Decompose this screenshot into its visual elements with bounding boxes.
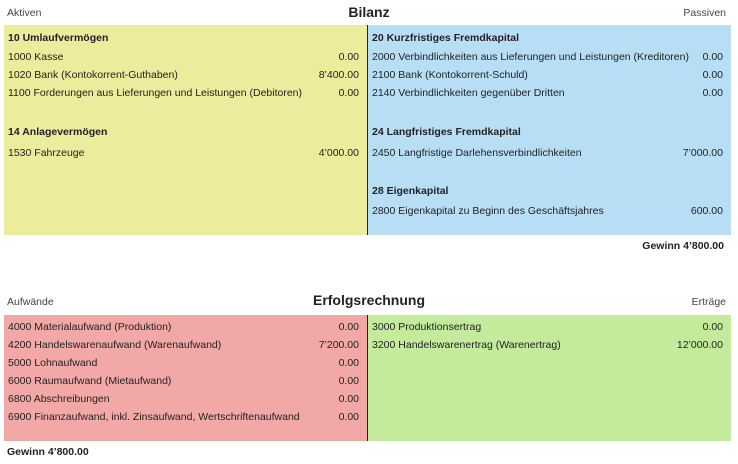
account-row-label[interactable]: 1020 Bank (Kontokorrent-Guthaben): [8, 69, 178, 81]
account-row-label[interactable]: 2800 Eigenkapital zu Beginn des Geschäftsjahres: [372, 205, 604, 217]
account-row-amount: 0.00: [338, 321, 359, 333]
bilanz-aktiven-panel: [4, 25, 367, 235]
account-row-amount: 0.00: [702, 51, 723, 63]
account-row-label[interactable]: 2100 Bank (Kontokorrent-Schuld): [372, 69, 528, 81]
account-row-label[interactable]: 1100 Forderungen aus Lieferungen und Leistungen (Debitoren): [8, 87, 303, 99]
account-row-amount: 12’000.00: [676, 339, 723, 351]
account-row-label[interactable]: 2000 Verbindlichkeiten aus Lieferungen und Leistungen (Kreditoren): [372, 51, 689, 63]
account-row-label[interactable]: 4000 Materialaufwand (Produktion): [8, 321, 172, 333]
account-row-amount: 0.00: [338, 357, 359, 369]
account-row-amount: 0.00: [702, 69, 723, 81]
account-row-label[interactable]: 2140 Verbindlichkeiten gegenüber Dritten: [372, 87, 565, 99]
group-heading-kurzfristiges-fremdkapital: 20 Kurzfristiges Fremdkapital: [372, 32, 520, 44]
erfolg-gewinn: Gewinn 4’800.00: [7, 446, 89, 458]
account-row-amount: 0.00: [338, 87, 359, 99]
bilanz-gewinn: Gewinn 4’800.00: [642, 240, 724, 252]
group-heading-langfristiges-fremdkapital: 24 Langfristiges Fremdkapital: [372, 126, 521, 138]
account-row-label[interactable]: 6900 Finanzaufwand, inkl. Zinsaufwand, Wertschriftenaufwand: [8, 411, 300, 423]
account-row-label[interactable]: 3200 Handelswarenertrag (Warenertrag): [372, 339, 561, 351]
account-row-amount: 0.00: [338, 375, 359, 387]
account-row-amount: 0.00: [702, 87, 723, 99]
bilanz-right-label: Passiven: [683, 7, 726, 19]
account-row-label[interactable]: 4200 Handelswarenaufwand (Warenaufwand): [8, 339, 222, 351]
account-row-amount: 8’400.00: [318, 69, 359, 81]
account-row-amount: 0.00: [338, 393, 359, 405]
account-row-amount: 0.00: [338, 51, 359, 63]
erfolg-aufwaende-panel: [4, 315, 367, 441]
account-row-amount: 4’000.00: [318, 147, 359, 159]
group-heading-umlaufvermoegen: 10 Umlaufvermögen: [8, 32, 109, 44]
account-row-label[interactable]: 3000 Produktionsertrag: [372, 321, 482, 333]
account-row-label[interactable]: 1000 Kasse: [8, 51, 64, 63]
account-row-amount: 0.00: [702, 321, 723, 333]
account-row-label[interactable]: 5000 Lohnaufwand: [8, 357, 98, 369]
erfolg-right-label: Erträge: [691, 296, 726, 308]
account-row-amount: 7’200.00: [318, 339, 359, 351]
account-row-label[interactable]: 1530 Fahrzeuge: [8, 147, 85, 159]
account-row-label[interactable]: 6000 Raumaufwand (Mietaufwand): [8, 375, 172, 387]
account-row-label[interactable]: 6800 Abschreibungen: [8, 393, 110, 405]
account-row-amount: 600.00: [690, 205, 723, 217]
group-heading-anlagevermoegen: 14 Anlagevermögen: [8, 126, 108, 138]
erfolg-left-label: Aufwände: [7, 296, 54, 308]
group-heading-eigenkapital: 28 Eigenkapital: [372, 185, 449, 197]
account-row-amount: 7’000.00: [682, 147, 723, 159]
account-row-label[interactable]: 2450 Langfristige Darlehensverbindlichkeiten: [372, 147, 582, 159]
bilanz-left-label: Aktiven: [7, 7, 42, 19]
erfolg-ertraege-panel: [368, 315, 731, 441]
erfolg-title: Erfolgsrechnung: [312, 292, 425, 308]
account-row-amount: 0.00: [338, 411, 359, 423]
bilanz-title: Bilanz: [348, 4, 390, 20]
bilanz-passiven-panel: [368, 25, 731, 235]
